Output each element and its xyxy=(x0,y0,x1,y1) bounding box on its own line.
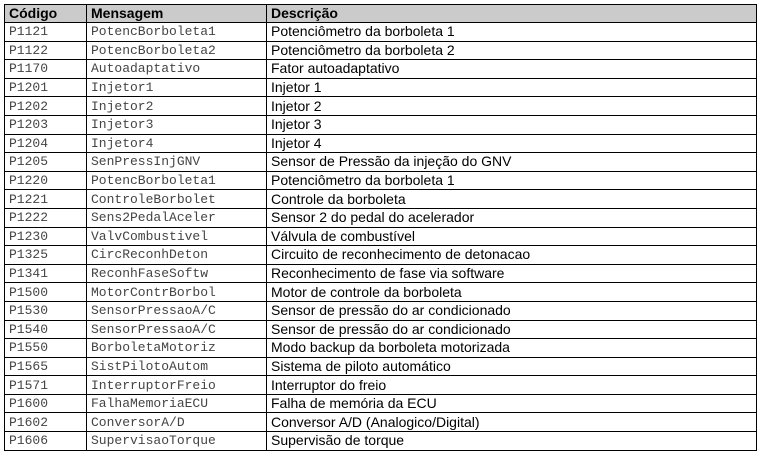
description-cell: Potenciômetro da borboleta 2 xyxy=(267,41,757,60)
code-cell: P1121 xyxy=(5,23,87,42)
message-cell: ControleBorbolet xyxy=(87,190,267,209)
message-cell: SupervisaoTorque xyxy=(87,432,267,451)
description-cell: Potenciômetro da borboleta 1 xyxy=(267,171,757,190)
table-header xyxy=(5,5,757,23)
description-cell: Motor de controle da borboleta xyxy=(267,283,757,302)
message-cell: Injetor1 xyxy=(87,78,267,97)
code-cell: P1600 xyxy=(5,394,87,413)
column-header-description: Descrição xyxy=(267,5,757,23)
message-cell: ValvCombustivel xyxy=(87,227,267,246)
description-cell: Modo backup da borboleta motorizada xyxy=(267,339,757,358)
message-cell: ReconhFaseSoftw xyxy=(87,264,267,283)
message-cell: SistPilotoAutom xyxy=(87,357,267,376)
message-cell: Injetor3 xyxy=(87,115,267,134)
table-row xyxy=(5,190,757,209)
code-cell: P1325 xyxy=(5,246,87,265)
code-cell: P1222 xyxy=(5,208,87,227)
error-code-table-container xyxy=(4,4,757,451)
code-cell: P1602 xyxy=(5,413,87,432)
table-row xyxy=(5,320,757,339)
message-cell: Injetor2 xyxy=(87,97,267,116)
table-row xyxy=(5,227,757,246)
code-cell: P1571 xyxy=(5,376,87,395)
description-cell: Circuito de reconhecimento de detonacao xyxy=(267,246,757,265)
message-cell: Autoadaptativo xyxy=(87,60,267,79)
table-row xyxy=(5,394,757,413)
message-cell: InterruptorFreio xyxy=(87,376,267,395)
code-cell: P1565 xyxy=(5,357,87,376)
code-cell: P1170 xyxy=(5,60,87,79)
message-cell: PotencBorboleta1 xyxy=(87,23,267,42)
header-row xyxy=(5,5,757,23)
code-cell: P1530 xyxy=(5,301,87,320)
table-row xyxy=(5,246,757,265)
code-cell: P1221 xyxy=(5,190,87,209)
description-cell: Reconhecimento de fase via software xyxy=(267,264,757,283)
table-row xyxy=(5,23,757,42)
table-row xyxy=(5,283,757,302)
code-cell: P1341 xyxy=(5,264,87,283)
column-header-code: Código xyxy=(5,5,87,23)
description-cell: Potenciômetro da borboleta 1 xyxy=(267,23,757,42)
code-cell: P1540 xyxy=(5,320,87,339)
description-cell: Injetor 3 xyxy=(267,115,757,134)
table-row xyxy=(5,301,757,320)
table-body xyxy=(5,23,757,451)
description-cell: Sensor de pressão do ar condicionado xyxy=(267,320,757,339)
message-cell: CircReconhDeton xyxy=(87,246,267,265)
message-cell: PotencBorboleta1 xyxy=(87,171,267,190)
description-cell: Interruptor do freio xyxy=(267,376,757,395)
table-row xyxy=(5,357,757,376)
message-cell: FalhaMemoriaECU xyxy=(87,394,267,413)
code-cell: P1203 xyxy=(5,115,87,134)
message-cell: PotencBorboleta2 xyxy=(87,41,267,60)
description-cell: Sensor de Pressão da injeção do GNV xyxy=(267,153,757,172)
code-cell: P1606 xyxy=(5,432,87,451)
description-cell: Conversor A/D (Analogico/Digital) xyxy=(267,413,757,432)
table-row xyxy=(5,134,757,153)
table-row xyxy=(5,264,757,283)
table-row xyxy=(5,376,757,395)
table-row xyxy=(5,432,757,451)
description-cell: Injetor 2 xyxy=(267,97,757,116)
description-cell: Sensor de pressão do ar condicionado xyxy=(267,301,757,320)
table-row xyxy=(5,115,757,134)
description-cell: Fator autoadaptativo xyxy=(267,60,757,79)
code-cell: P1230 xyxy=(5,227,87,246)
description-cell: Injetor 4 xyxy=(267,134,757,153)
code-cell: P1201 xyxy=(5,78,87,97)
description-cell: Sensor 2 do pedal do acelerador xyxy=(267,208,757,227)
table-row xyxy=(5,413,757,432)
column-header-message: Mensagem xyxy=(87,5,267,23)
table-row xyxy=(5,339,757,358)
table-row xyxy=(5,208,757,227)
message-cell: SensorPressaoA/C xyxy=(87,320,267,339)
table-row xyxy=(5,153,757,172)
message-cell: Sens2PedalAceler xyxy=(87,208,267,227)
message-cell: BorboletaMotoriz xyxy=(87,339,267,358)
code-cell: P1220 xyxy=(5,171,87,190)
error-code-table xyxy=(4,4,757,451)
description-cell: Sistema de piloto automático xyxy=(267,357,757,376)
table-row xyxy=(5,41,757,60)
message-cell: MotorContrBorbol xyxy=(87,283,267,302)
message-cell: Injetor4 xyxy=(87,134,267,153)
code-cell: P1202 xyxy=(5,97,87,116)
table-row xyxy=(5,171,757,190)
code-cell: P1205 xyxy=(5,153,87,172)
description-cell: Supervisão de torque xyxy=(267,432,757,451)
code-cell: P1122 xyxy=(5,41,87,60)
table-row xyxy=(5,78,757,97)
table-row xyxy=(5,97,757,116)
code-cell: P1550 xyxy=(5,339,87,358)
message-cell: ConversorA/D xyxy=(87,413,267,432)
description-cell: Válvula de combustível xyxy=(267,227,757,246)
message-cell: SenPressInjGNV xyxy=(87,153,267,172)
description-cell: Injetor 1 xyxy=(267,78,757,97)
description-cell: Falha de memória da ECU xyxy=(267,394,757,413)
code-cell: P1204 xyxy=(5,134,87,153)
table-row xyxy=(5,60,757,79)
code-cell: P1500 xyxy=(5,283,87,302)
description-cell: Controle da borboleta xyxy=(267,190,757,209)
message-cell: SensorPressaoA/C xyxy=(87,301,267,320)
